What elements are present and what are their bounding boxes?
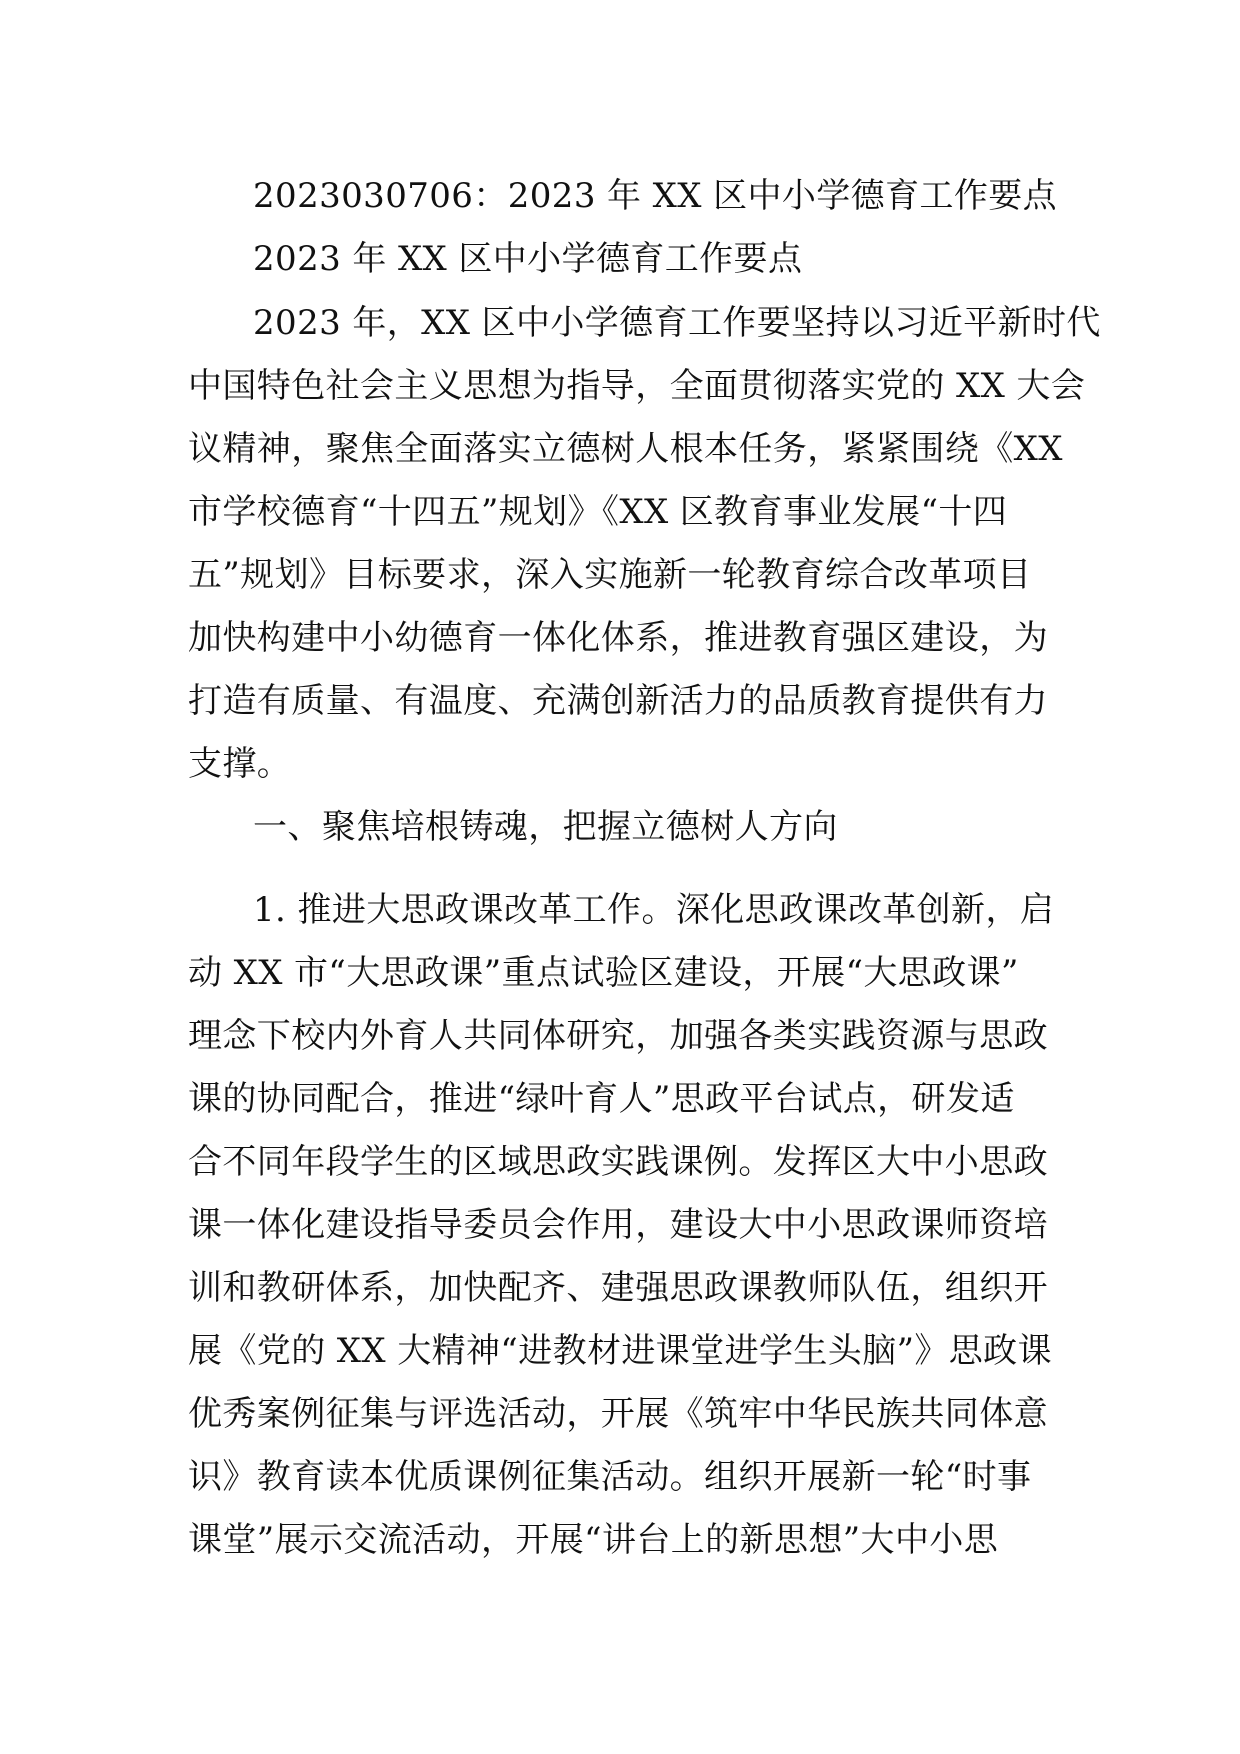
paragraph-line: 打造有质量、有温度、充满创新活力的品质教育提供有力 xyxy=(188,681,1048,721)
document-code-title: 2023030706：2023 年 XX 区中小学德育工作要点 xyxy=(253,176,1058,216)
paragraph-line: 识》教育读本优质课例征集活动。组织开展新一轮“时事 xyxy=(188,1457,1032,1497)
document-title: 2023 年 XX 区中小学德育工作要点 xyxy=(253,239,803,279)
paragraph-line: 合不同年段学生的区域思政实践课例。发挥区大中小思政 xyxy=(188,1142,1048,1182)
paragraph-line: 五”规划》目标要求，深入实施新一轮教育综合改革项目 xyxy=(188,555,1032,595)
paragraph-line: 1. 推进大思政课改革工作。深化思政课改革创新，启 xyxy=(253,890,1055,930)
paragraph-line: 支撑。 xyxy=(188,744,292,784)
paragraph-line: 优秀案例征集与评选活动，开展《筑牢中华民族共同体意 xyxy=(188,1394,1048,1434)
paragraph-line: 课堂”展示交流活动，开展“讲台上的新思想”大中小思 xyxy=(188,1520,999,1560)
paragraph-line: 动 XX 市“大思政课”重点试验区建设，开展“大思政课” xyxy=(188,953,1019,993)
paragraph-line: 展《党的 XX 大精神“进教材进课堂进学生头脑”》思政课 xyxy=(188,1331,1052,1371)
paragraph-line: 中国特色社会主义思想为指导，全面贯彻落实党的 XX 大会 xyxy=(188,366,1086,406)
paragraph-line: 市学校德育“十四五”规划》《XX 区教育事业发展“十四 xyxy=(188,492,1008,532)
paragraph-line: 课的协同配合，推进“绿叶育人”思政平台试点，研发适 xyxy=(188,1079,1015,1119)
section-heading: 一、聚焦培根铸魂，把握立德树人方向 xyxy=(253,807,838,847)
paragraph-line: 理念下校内外育人共同体研究，加强各类实践资源与思政 xyxy=(188,1016,1048,1056)
paragraph-line: 加快构建中小幼德育一体化体系，推进教育强区建设，为 xyxy=(188,618,1048,658)
paragraph-line: 议精神，聚焦全面落实立德树人根本任务，紧紧围绕《XX xyxy=(188,429,1063,469)
paragraph-line: 训和教研体系，加快配齐、建强思政课教师队伍，组织开 xyxy=(188,1268,1048,1308)
paragraph-line: 2023 年，XX 区中小学德育工作要坚持以习近平新时代 xyxy=(253,303,1101,343)
paragraph-line: 课一体化建设指导委员会作用，建设大中小思政课师资培 xyxy=(188,1205,1048,1245)
